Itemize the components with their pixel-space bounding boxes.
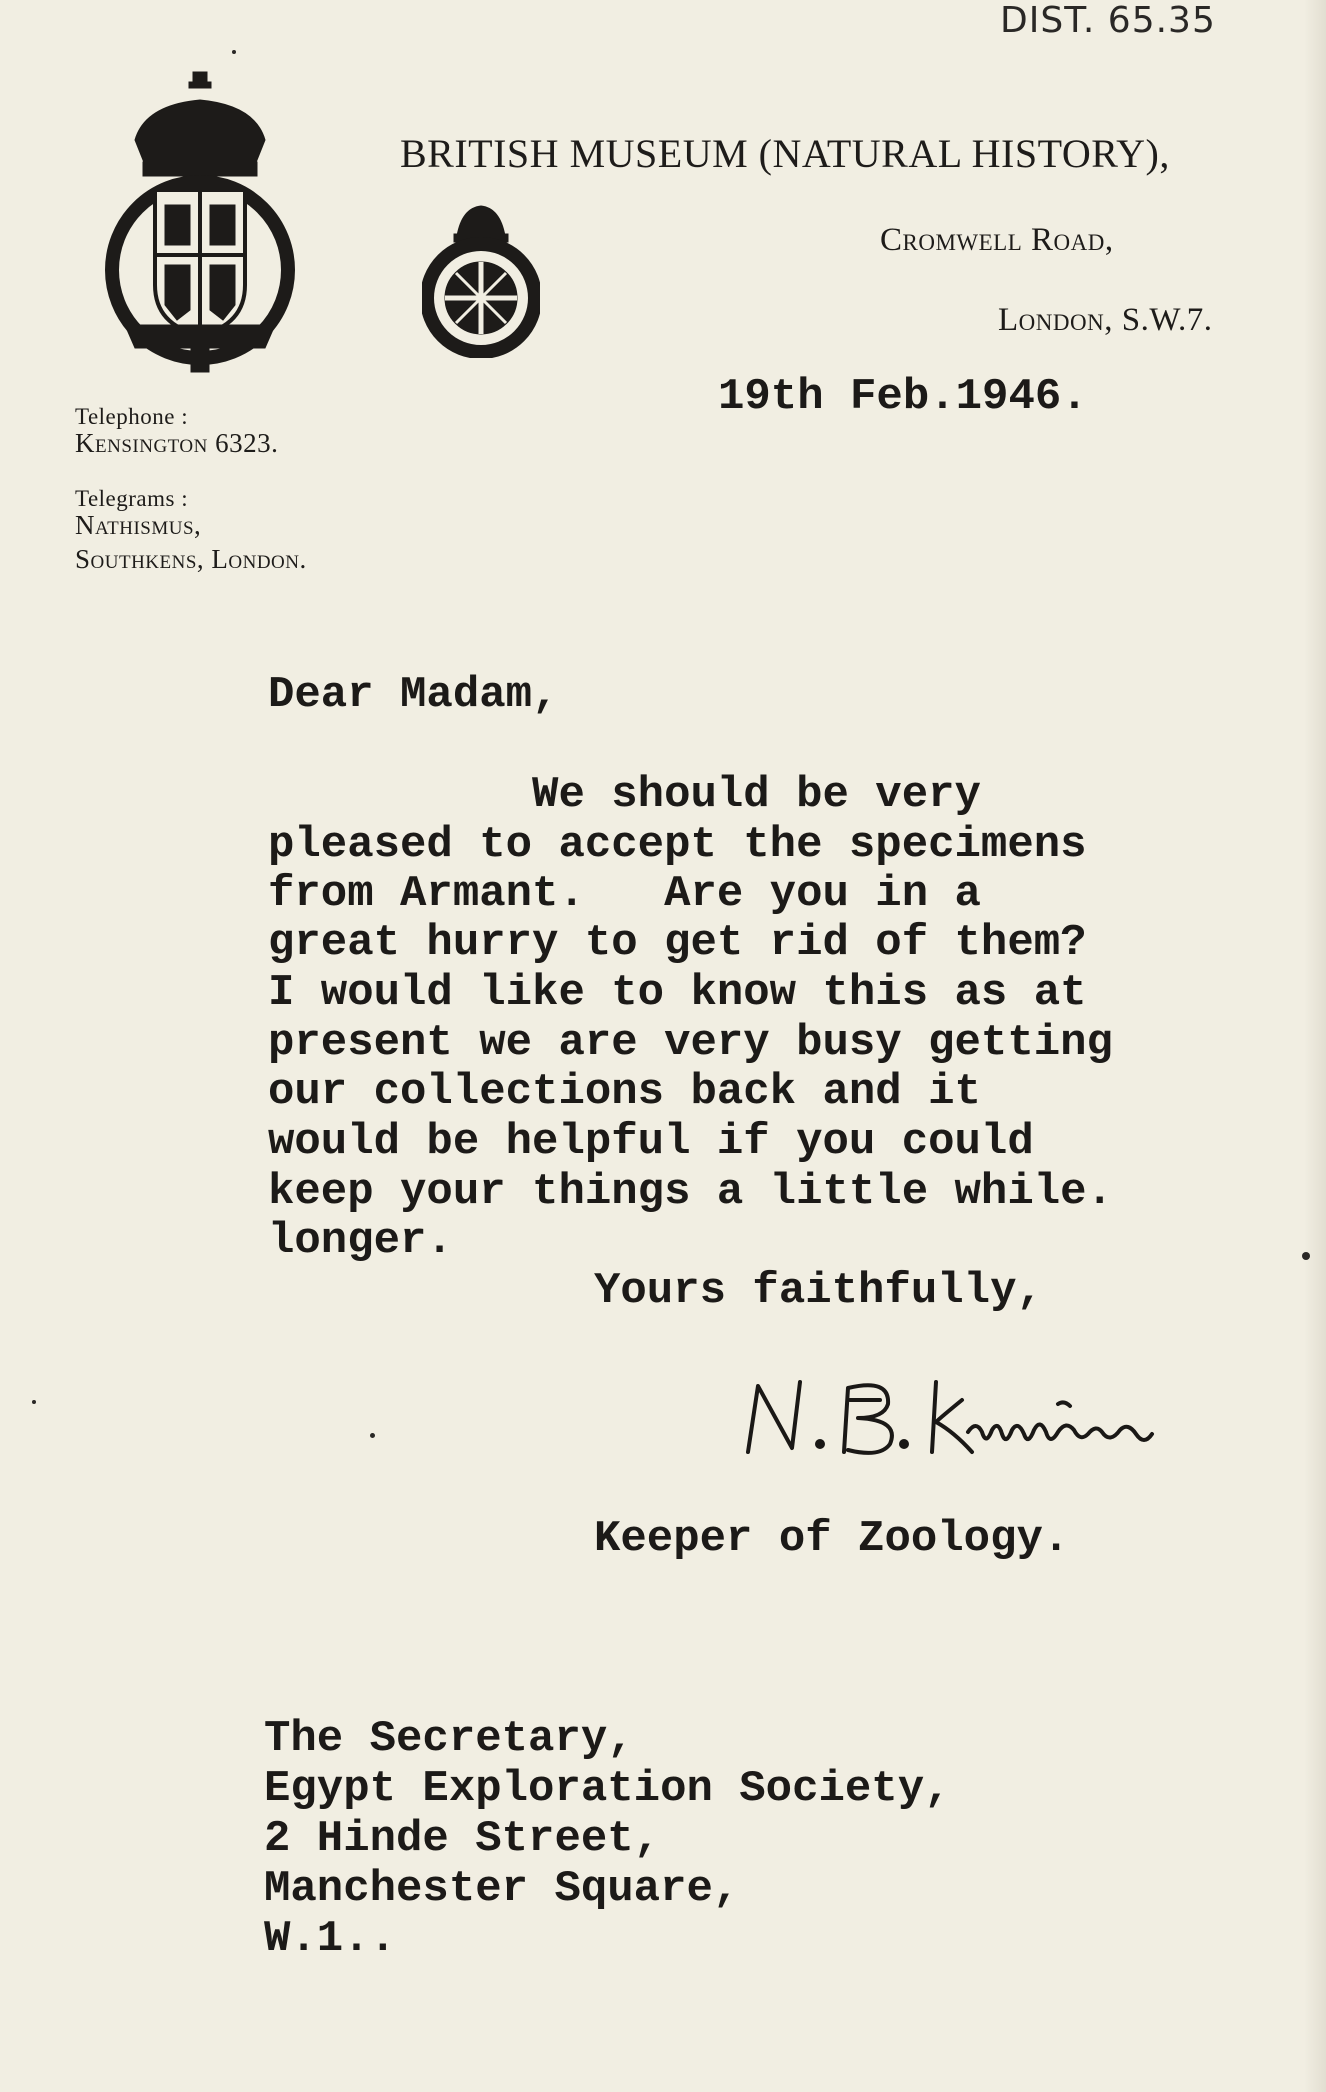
salutation: Dear Madam, bbox=[268, 670, 559, 720]
telegrams-label: Telegrams : bbox=[75, 486, 189, 511]
city-address bbox=[998, 302, 1212, 339]
city-name: London, bbox=[998, 302, 1113, 338]
body-line: from Armant. Are you in a bbox=[268, 869, 981, 919]
paper-speck bbox=[32, 1400, 36, 1404]
recipient-address-line: W.1.. bbox=[264, 1914, 397, 1964]
letter-date: 19th Feb.1946. bbox=[718, 372, 1088, 422]
telegrams-address-line-1: Nathismus, bbox=[75, 510, 202, 540]
body-line: pleased to accept the specimens bbox=[268, 820, 1087, 870]
institution-name: BRITISH MUSEUM (NATURAL HISTORY), bbox=[400, 131, 1170, 176]
paper-speck bbox=[232, 50, 236, 54]
royal-crest-icon bbox=[105, 70, 295, 375]
archive-reference: DIST. 65.35 bbox=[1000, 0, 1216, 41]
signatory-title: Keeper of Zoology. bbox=[594, 1514, 1070, 1564]
body-line: I would like to know this as at bbox=[268, 968, 1087, 1018]
body-line: longer. bbox=[268, 1216, 453, 1266]
telephone-label: Telephone : bbox=[75, 404, 189, 429]
postal-district: S.W.7. bbox=[1121, 302, 1213, 338]
handwritten-signature bbox=[740, 1360, 1210, 1480]
street-address: Cromwell Road, bbox=[880, 222, 1114, 258]
body-line: great hurry to get rid of them? bbox=[268, 918, 1087, 968]
telegrams-address-line-2: Southkens, London. bbox=[75, 544, 307, 574]
body-line: our collections back and it bbox=[268, 1067, 981, 1117]
body-line: present we are very busy getting bbox=[268, 1018, 1113, 1068]
body-line: would be helpful if you could bbox=[268, 1117, 1034, 1167]
closing: Yours faithfully, bbox=[594, 1266, 1043, 1316]
paper-speck bbox=[370, 1433, 375, 1438]
recipient-address-line: 2 Hinde Street, bbox=[264, 1814, 661, 1864]
paper-speck bbox=[1302, 1252, 1310, 1260]
disabled-men-scheme-emblem-icon bbox=[422, 198, 540, 358]
recipient-address-line: Manchester Square, bbox=[264, 1864, 740, 1914]
body-line: keep your things a little while. bbox=[268, 1167, 1113, 1217]
recipient-address-line: The Secretary, bbox=[264, 1714, 634, 1764]
body-line: We should be very bbox=[268, 770, 981, 820]
recipient-address-line: Egypt Exploration Society, bbox=[264, 1764, 951, 1814]
telephone-number: Kensington 6323. bbox=[75, 428, 279, 458]
